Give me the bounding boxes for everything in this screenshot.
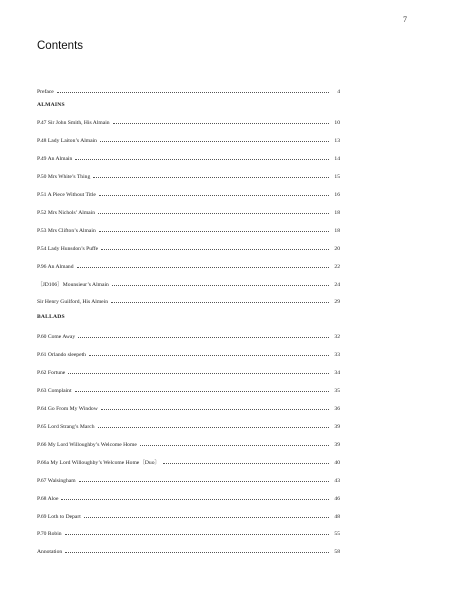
toc-entry[interactable]: [37, 404, 340, 412]
toc-entry-label: P.50 Mrs White’s Thing: [37, 174, 91, 180]
toc-entry[interactable]: [37, 118, 340, 126]
dot-leader: [68, 368, 329, 374]
toc-entry-label: P.49 An Almain: [37, 156, 73, 162]
toc-entry[interactable]: [37, 494, 340, 502]
toc-entry-label: P.67 Walsingham: [37, 478, 76, 484]
dot-leader: [98, 208, 329, 214]
toc-entry-page: 18: [334, 210, 340, 216]
toc-entry[interactable]: [37, 190, 340, 198]
toc-entry[interactable]: [37, 332, 340, 340]
toc-entry-label: P.65 Lord Strang’s March: [37, 424, 95, 430]
toc-entry-page: 20: [334, 246, 340, 252]
toc-entry-page: 4: [337, 89, 340, 95]
toc-entry-label: P.70 Robin: [37, 531, 62, 537]
section-heading-almains: ALMAINS: [37, 102, 65, 108]
toc-entry-page: 13: [334, 138, 340, 144]
dot-leader: [140, 440, 329, 446]
dot-leader: [79, 476, 329, 482]
toc-entry-label: P.61 Orlando sleepeth: [37, 352, 86, 358]
dot-leader: [101, 244, 329, 250]
toc-entry-page: 43: [334, 478, 340, 484]
toc-entry[interactable]: [37, 226, 340, 234]
toc-entry-page: 15: [334, 174, 340, 180]
toc-entry-label: P.96 An Almand: [37, 264, 74, 270]
toc-entry-page: 10: [334, 120, 340, 126]
dot-leader: [112, 280, 329, 286]
toc-entry-label: P.68 Aloe: [37, 496, 59, 502]
toc-entry-preface[interactable]: [37, 87, 340, 95]
section-heading-ballads: BALLADS: [37, 314, 65, 320]
toc-entry-page: 58: [334, 549, 340, 555]
toc-entry-page: 22: [334, 264, 340, 270]
dot-leader: [75, 386, 330, 392]
toc-entry-annotation[interactable]: [37, 547, 340, 555]
dot-leader: [98, 422, 330, 428]
toc-entry[interactable]: [37, 458, 340, 466]
toc-entry[interactable]: [37, 172, 340, 180]
dot-leader: [57, 87, 329, 93]
toc-entry-page: 34: [334, 370, 340, 376]
toc-entry-page: 55: [334, 531, 340, 537]
dot-leader: [84, 512, 329, 518]
toc-entry-label: P.51 A Piece Without Title: [37, 192, 96, 198]
toc-entry[interactable]: [37, 280, 340, 288]
toc-entry[interactable]: [37, 136, 340, 144]
toc-entry-label: P.54 Lady Hunsdon’s Puffe: [37, 246, 99, 252]
toc-entry[interactable]: [37, 297, 340, 305]
dot-leader: [65, 529, 329, 535]
dot-leader: [113, 118, 329, 124]
toc-entry-page: 33: [334, 352, 340, 358]
dot-leader: [78, 332, 329, 338]
toc-entry-label: P.64 Go From My Window: [37, 406, 98, 412]
toc-entry[interactable]: [37, 244, 340, 252]
toc-entry-label: P.62 Fortune: [37, 370, 66, 376]
toc-entry-page: 18: [334, 228, 340, 234]
toc-entry-label: 〔JD106〕Mounsieur’s Almain: [37, 282, 109, 288]
toc-entry[interactable]: [37, 154, 340, 162]
toc-entry-page: 48: [334, 514, 340, 520]
toc-entry-label: Preface: [37, 89, 54, 95]
dot-leader: [99, 226, 329, 232]
dot-leader: [93, 172, 329, 178]
dot-leader: [163, 458, 329, 464]
dot-leader: [89, 350, 329, 356]
toc-entry[interactable]: [37, 368, 340, 376]
toc-entry-page: 46: [334, 496, 340, 502]
toc-entry[interactable]: [37, 529, 340, 537]
toc-entry-label: P.69 Loth to Depart: [37, 514, 81, 520]
toc-entry-label: P.52 Mrs Nichols’ Almain: [37, 210, 96, 216]
toc-entry[interactable]: [37, 262, 340, 270]
toc-entry-page: 36: [334, 406, 340, 412]
toc-entry-page: 35: [334, 388, 340, 394]
dot-leader: [101, 404, 329, 410]
toc-entry-page: 14: [334, 156, 340, 162]
toc-entry-page: 39: [334, 442, 340, 448]
toc-entry[interactable]: [37, 440, 340, 448]
toc-entry-page: 16: [334, 192, 340, 198]
toc-entry-page: 32: [334, 334, 340, 340]
toc-entry[interactable]: [37, 422, 340, 430]
dot-leader: [111, 297, 329, 303]
toc-entry[interactable]: [37, 476, 340, 484]
toc-entry-label: P.66a My Lord Willoughby’s Welcome Home〔Duo〕: [37, 460, 161, 466]
toc-entry-page: 29: [334, 299, 340, 305]
dot-leader: [99, 190, 329, 196]
toc-entry-label: P.53 Mrs Clifton’s Almain: [37, 228, 96, 234]
page-title: Contents: [37, 40, 84, 52]
toc-entry-page: 24: [334, 282, 340, 288]
dot-leader: [77, 262, 329, 268]
toc-entry-label: P.66 My Lord Willoughby’s Welcome Home: [37, 442, 137, 448]
toc-entry-label: P.63 Complaint: [37, 388, 72, 394]
toc-entry[interactable]: [37, 208, 340, 216]
toc-entry-label: P.60 Come Away: [37, 334, 76, 340]
toc-entry[interactable]: [37, 350, 340, 358]
toc-entry[interactable]: [37, 512, 340, 520]
toc-entry-label: Annotation: [37, 549, 63, 555]
toc-entry-page: 39: [334, 424, 340, 430]
dot-leader: [75, 154, 329, 160]
dot-leader: [100, 136, 329, 142]
toc-entry-label: P.48 Lady Laiton’s Almain: [37, 138, 97, 144]
toc-entry-label: Sir Henry Guilford, His Almein: [37, 299, 109, 305]
dot-leader: [61, 494, 329, 500]
toc-entry-label: P.47 Sir John Smith, His Almain: [37, 120, 110, 126]
toc-entry[interactable]: [37, 386, 340, 394]
toc-entry-page: 40: [334, 460, 340, 466]
dot-leader: [65, 547, 329, 553]
page-number: 7: [403, 15, 407, 24]
